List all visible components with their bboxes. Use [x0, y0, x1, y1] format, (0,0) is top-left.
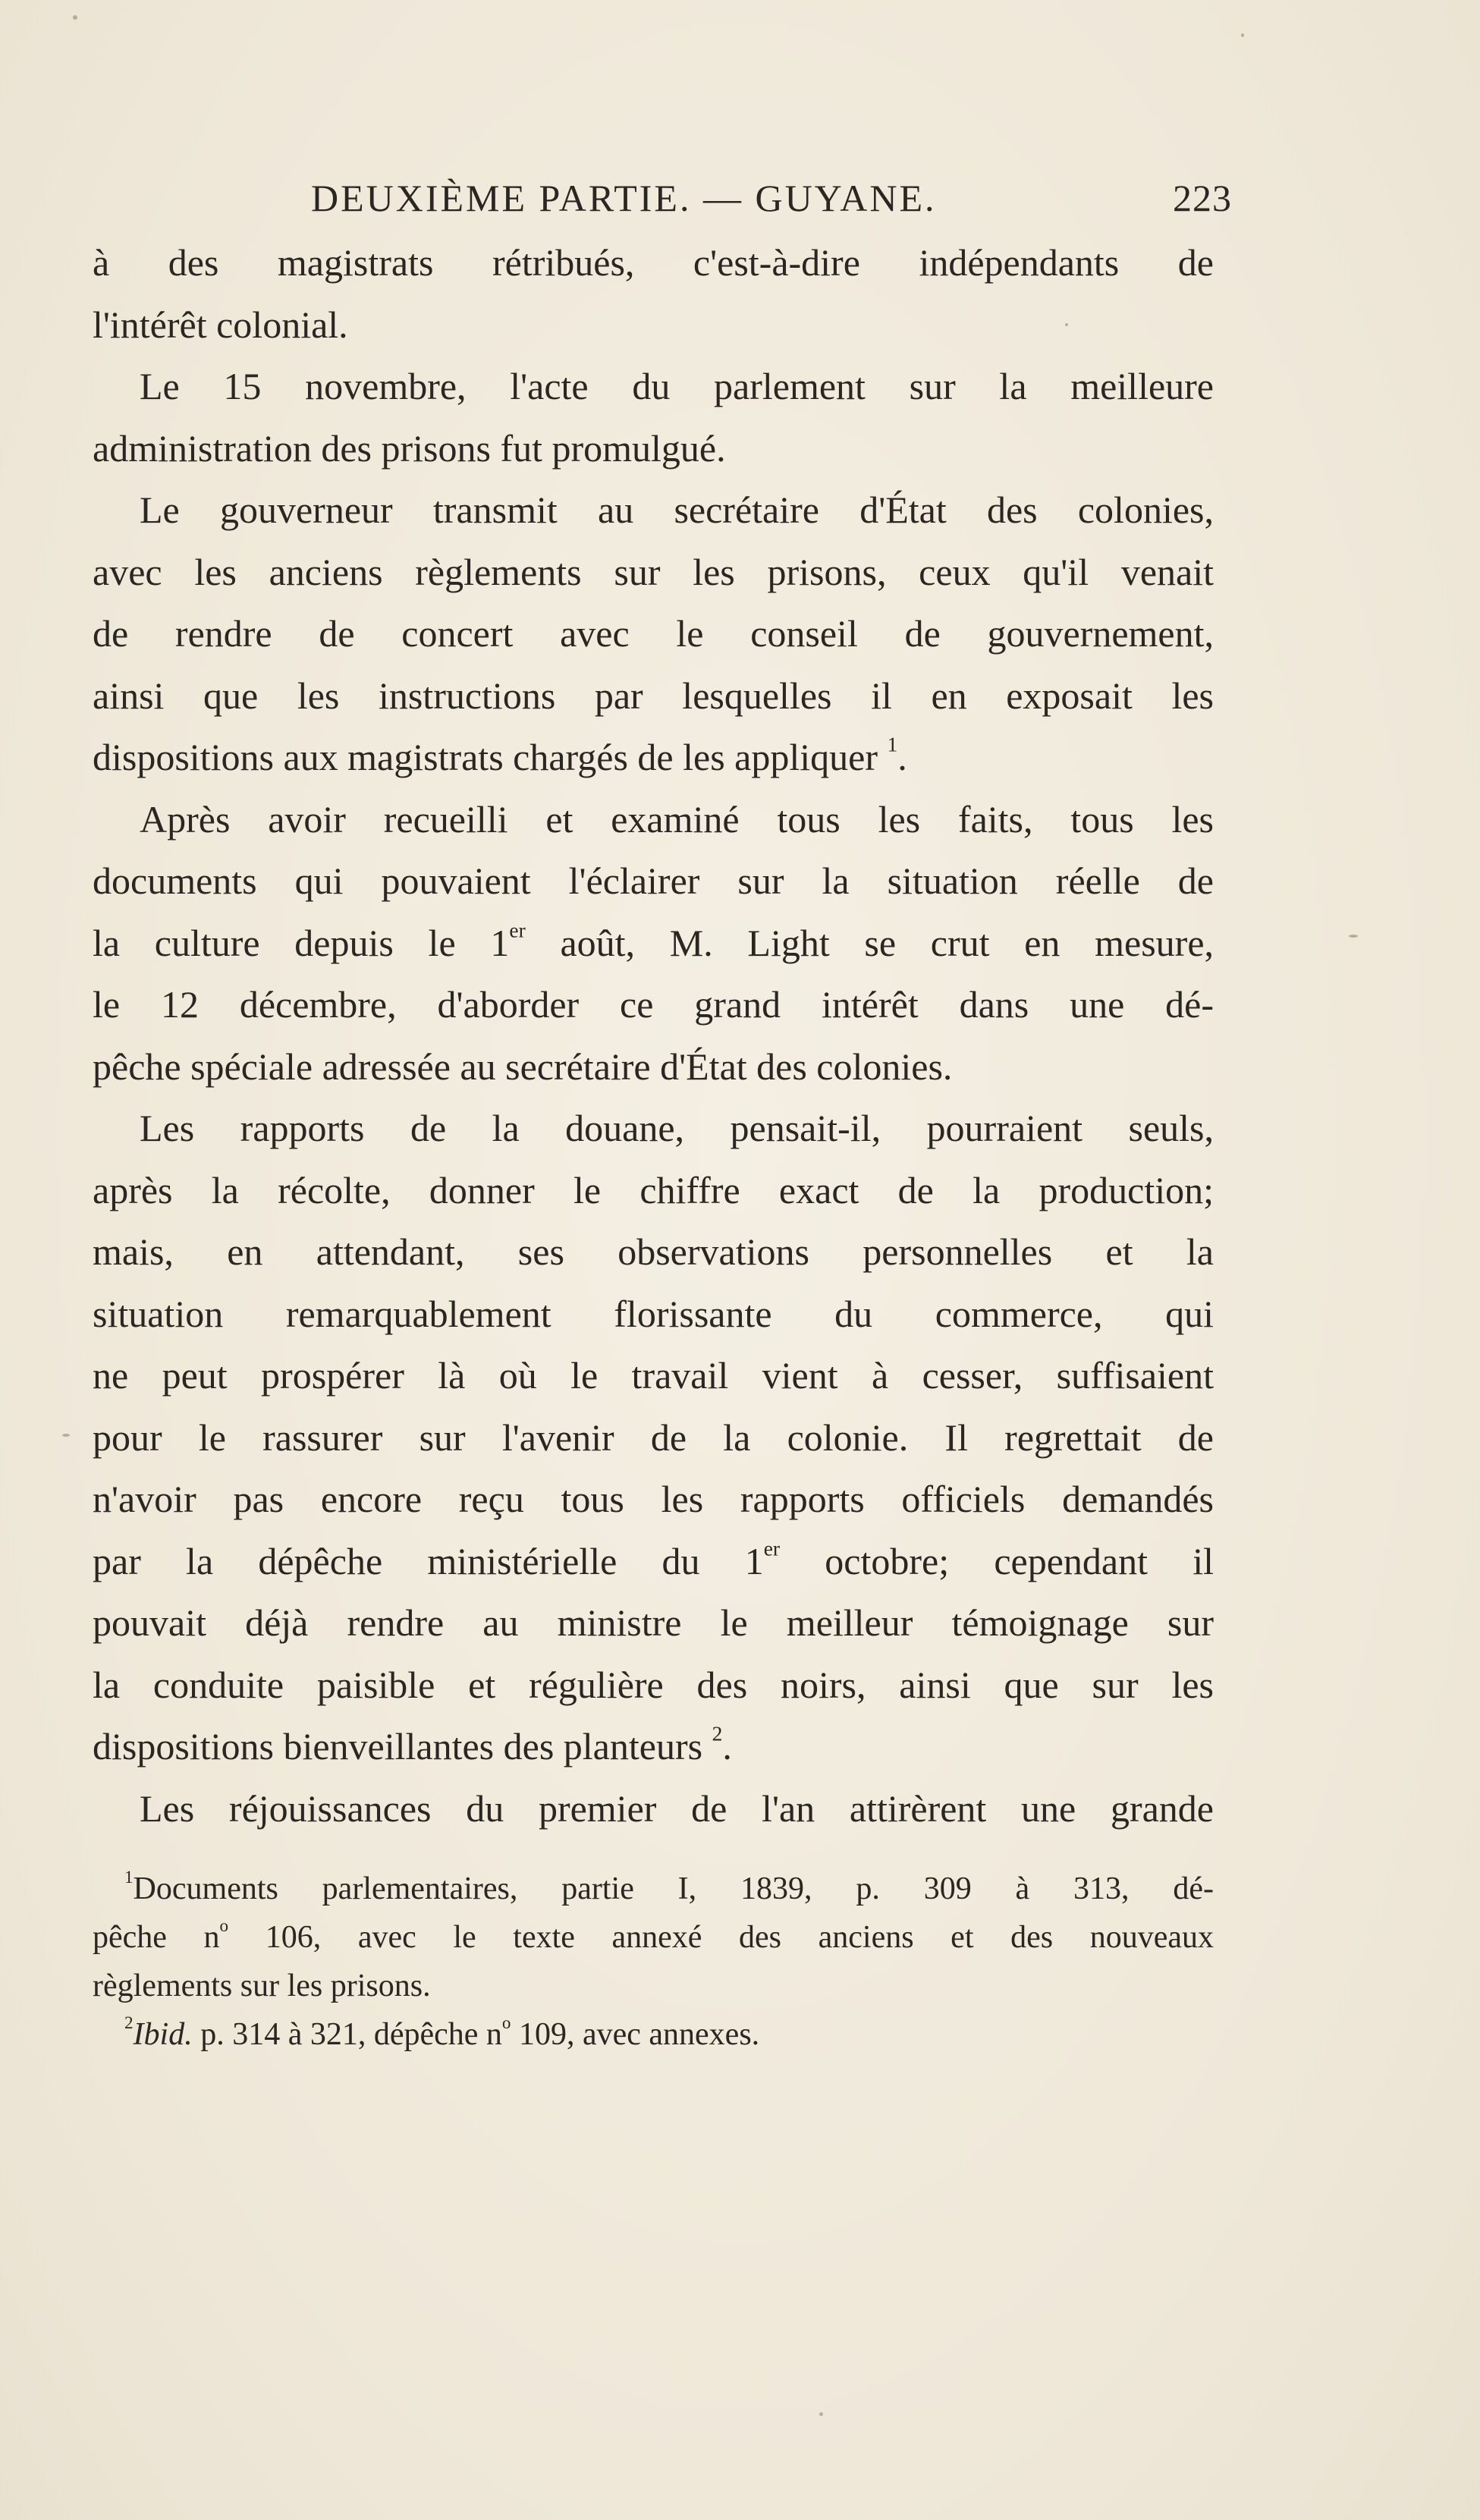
text-line: après la récolte, donner le chiffre exact de la production; [93, 1168, 1214, 1211]
paper-speck [1349, 935, 1358, 938]
text-segment: octobre; cependant il [780, 1539, 1214, 1582]
footnote-ref-2: 2 [712, 1721, 723, 1745]
text-line [93, 727, 1214, 789]
superscript: o [501, 2013, 511, 2033]
footnote-ref-1: 1 [887, 732, 898, 756]
text-line: pêche spéciale adressée au secrétaire d'État des colonies. [93, 1045, 953, 1088]
superscript: er [763, 1535, 781, 1560]
text-line: ainsi que les instructions par lesquelles il en exposait les [93, 674, 1214, 717]
text-line: avec les anciens règlements sur les prisons, ceux qu'il venait [93, 550, 1214, 593]
text-segment: dispositions bienveillantes des planteurs [93, 1725, 703, 1767]
paper-speck [62, 1434, 70, 1437]
text-line [93, 1716, 1214, 1778]
text-line: mais, en attendant, ses observations personnelles et la [93, 1230, 1214, 1273]
paper-speck [1065, 323, 1068, 326]
text-segment: la culture depuis le [93, 921, 456, 964]
text-segment: dispositions aux magistrats chargés de les appliquer [93, 736, 878, 778]
text-line: la conduite paisible et régulière des noirs, ainsi que sur les [93, 1663, 1214, 1706]
text-line: administration des prisons fut promulgué. [93, 426, 726, 470]
text-line: pour le rassurer sur l'avenir de la colonie. Il regrettait de [93, 1416, 1214, 1459]
text-line: le 12 décembre, d'aborder ce grand intérêt dans une dé- [93, 983, 1214, 1026]
footnote-1-continued [93, 1913, 1214, 1962]
footnote-ibid: Ibid. [133, 2017, 193, 2052]
text-line: Les rapports de la douane, pensait-il, pourraient seuls, [140, 1107, 1214, 1149]
text-line: Le 15 novembre, l'acte du parlement sur la meilleure [140, 365, 1214, 407]
footnote-marker: 1 [124, 1867, 134, 1887]
superscript: er [509, 917, 526, 941]
text-line: à des magistrats rétribués, c'est-à-dire indépendants de [93, 241, 1214, 284]
footnotes [93, 1865, 1214, 2059]
footnote-1 [93, 1865, 1214, 1913]
text-line: documents qui pouvaient l'éclairer sur la situation réelle de [93, 859, 1214, 902]
page-number: 223 [1173, 177, 1232, 219]
text-line: Le gouverneur transmit au secrétaire d'État des colonies, [140, 489, 1214, 531]
running-header-title: DEUXIÈME PARTIE. — GUYANE. [311, 177, 937, 219]
footnote-text: p. 314 à 321, dépêche n [192, 2017, 502, 2052]
text-line: Après avoir recueilli et examiné tous les faits, tous les [140, 797, 1214, 841]
text-line: Les réjouissances du premier de l'an attirèrent une grande [140, 1786, 1214, 1830]
footnote-1-continued: règlements sur les prisons. [93, 1969, 431, 2003]
text-segment: . [722, 1725, 732, 1767]
text-segment: par la dépêche ministérielle du [93, 1539, 700, 1582]
text-line: pouvait déjà rendre au ministre le meilleur témoignage sur [93, 1601, 1214, 1644]
text-line: de rendre de concert avec le conseil de gouvernement, [93, 612, 1214, 655]
footnote-2 [93, 2010, 1214, 2059]
text-segment: . [897, 736, 907, 778]
body-text [93, 232, 1214, 1840]
text-line: situation remarquablement florissante du commerce, qui [93, 1292, 1214, 1335]
footnote-marker: 2 [124, 2013, 134, 2033]
text-line: par la dépêche ministérielle du 1er octobre; cependant il [93, 1535, 1214, 1582]
footnote-text: 109, avec annexes. [511, 2017, 760, 2052]
footnote-text: pêche n [93, 1920, 220, 1955]
text-line: ne peut prospérer là où le travail vient à cesser, suffisaient [93, 1354, 1214, 1397]
running-header [311, 171, 1232, 225]
paper-speck [819, 2412, 823, 2416]
footnote-text: 106, avec le texte annexé des anciens et des nouveaux [228, 1920, 1214, 1955]
footnote-text: Documents parlementaires, partie I, 1839, p. 309 à 313, dé- [133, 1871, 1214, 1906]
text-line: la culture depuis le 1er août, M. Light se crut en mesure, [93, 917, 1214, 964]
text-line: l'intérêt colonial. [93, 303, 348, 346]
text-segment: août, M. Light se crut en mesure, [525, 921, 1214, 964]
superscript: o [219, 1915, 229, 1936]
paper-speck [1241, 33, 1244, 37]
text-line: n'avoir pas encore reçu tous les rapports officiels demandés [93, 1478, 1214, 1520]
paper-speck [73, 15, 77, 20]
